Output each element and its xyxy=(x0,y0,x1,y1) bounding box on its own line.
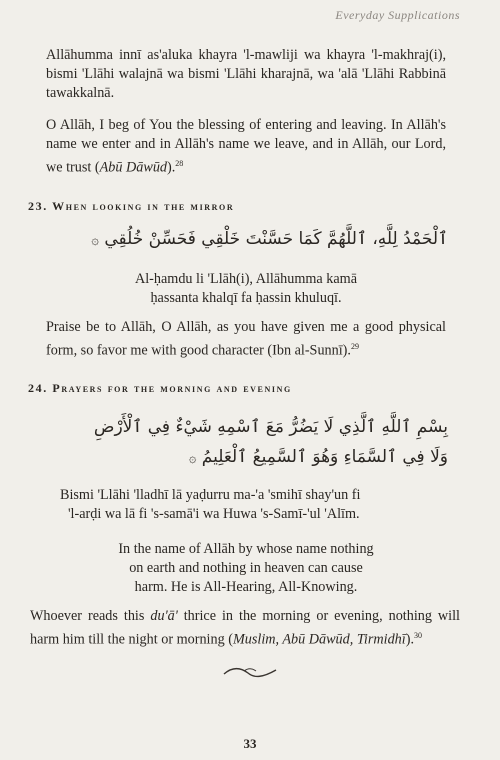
arabic-24-line2-text: وَلَا فِي ٱلسَّمَاءِ وَهُوَ ٱلسَّمِيعُ ٱلْعَلِيمُ xyxy=(201,447,448,467)
translation-24-line3: harm. He is All-Hearing, All-Knowing. xyxy=(134,579,358,595)
translation-22-text: O Allāh, I beg of You the blessing of entering and leaving. In Allāh's name we enter and in Allāh's name we leave, and in Allāh, our Lord, we trust xyxy=(46,117,446,176)
ayah-symbol-icon: ۞ xyxy=(91,233,99,248)
transliteration-23-line2: ḥassanta khalqī fa ḥassin khuluqī. xyxy=(150,290,342,306)
translation-22: O Allāh, I beg of You the blessing of entering and leaving. In Allāh's name we enter and in Allāh's name we leave, and in Allāh, our Lord, we trust (Abū Dāwūd).$^{28}$ xyxy=(46,117,446,176)
footnote-ref-29: 29 xyxy=(350,342,359,351)
arabic-23-text: ٱلْحَمْدُ لِلَّهِ، ٱللَّهُمَّ كَمَا حَسَّنْتَ خَلْقِي فَحَسِّنْ خُلُقِي xyxy=(104,229,448,249)
transliteration-24-line1: Bismi 'Llāhi 'lladhī lā yaḍurru ma-'a 'smihī shay'un fi xyxy=(60,487,361,503)
transliteration-24 xyxy=(60,486,440,524)
arabic-23 xyxy=(60,224,448,256)
arabic-24-line1: بِسْمِ ٱللَّهِ ٱلَّذِي لَا يَضُرُّ مَعَ ٱسْمِهِ شَيْءٌ فِي ٱلْأَرْضِ xyxy=(93,417,448,437)
transliteration-24-line2: 'l-arḍi wa lā fi 's-samā'i wa Huwa 's-Samī-'ul 'Alīm. xyxy=(68,506,360,522)
transliteration-23-line1: Al-ḥamdu li 'Llāh(i), Allāhumma kamā xyxy=(134,271,357,287)
section-24-heading: 24. Prayers for the morning and evening xyxy=(28,381,292,395)
section-23-heading: 23. When looking in the mirror xyxy=(28,199,235,213)
translation-23-text: Praise be to Allāh, O Allāh, as you have given me a good physical form, so favor me with good character (Ibn al-Sunnī). xyxy=(46,319,446,359)
flourish-ornament-icon xyxy=(222,665,278,681)
arabic-24 xyxy=(60,412,448,474)
transliteration-23 xyxy=(46,270,446,308)
note-24-source: Muslim, Abū Dāwūd, Tirmidhī xyxy=(232,631,406,648)
translation-24-line2: on earth and nothing in heaven can cause xyxy=(129,560,363,576)
translation-23 xyxy=(46,318,446,361)
note-24-prefix: Whoever reads this xyxy=(30,608,145,624)
footnote-ref-28: 28 xyxy=(175,159,184,168)
ayah-symbol-icon: ۞ xyxy=(188,451,197,466)
page-number: 33 xyxy=(243,736,257,751)
running-head: Everyday Supplications xyxy=(335,8,460,22)
transliteration-22: Allāhumma innī as'aluka khayra 'l-mawliji wa khayra 'l-makhraj(i), bismi 'Llāhi walajnā wa bismi 'Llāhi kharajnā, wa 'alā 'Llāhi Rabbinā tawakkalnā. xyxy=(46,47,446,101)
note-24 xyxy=(30,607,460,650)
translation-24-line1: In the name of Allāh by whose name nothing xyxy=(118,541,374,557)
arabic-24-line2 xyxy=(60,442,448,474)
translation-22-source: Abū Dāwūd xyxy=(99,159,167,176)
translation-24 xyxy=(46,540,446,597)
note-24-term: du'ā' xyxy=(150,608,178,624)
note-24-suffix: ). xyxy=(405,631,414,648)
note-24-middle: thrice in the morning or evening, nothing will harm him till the night or morning ( xyxy=(30,608,460,648)
footnote-ref-30: 30 xyxy=(414,631,422,640)
